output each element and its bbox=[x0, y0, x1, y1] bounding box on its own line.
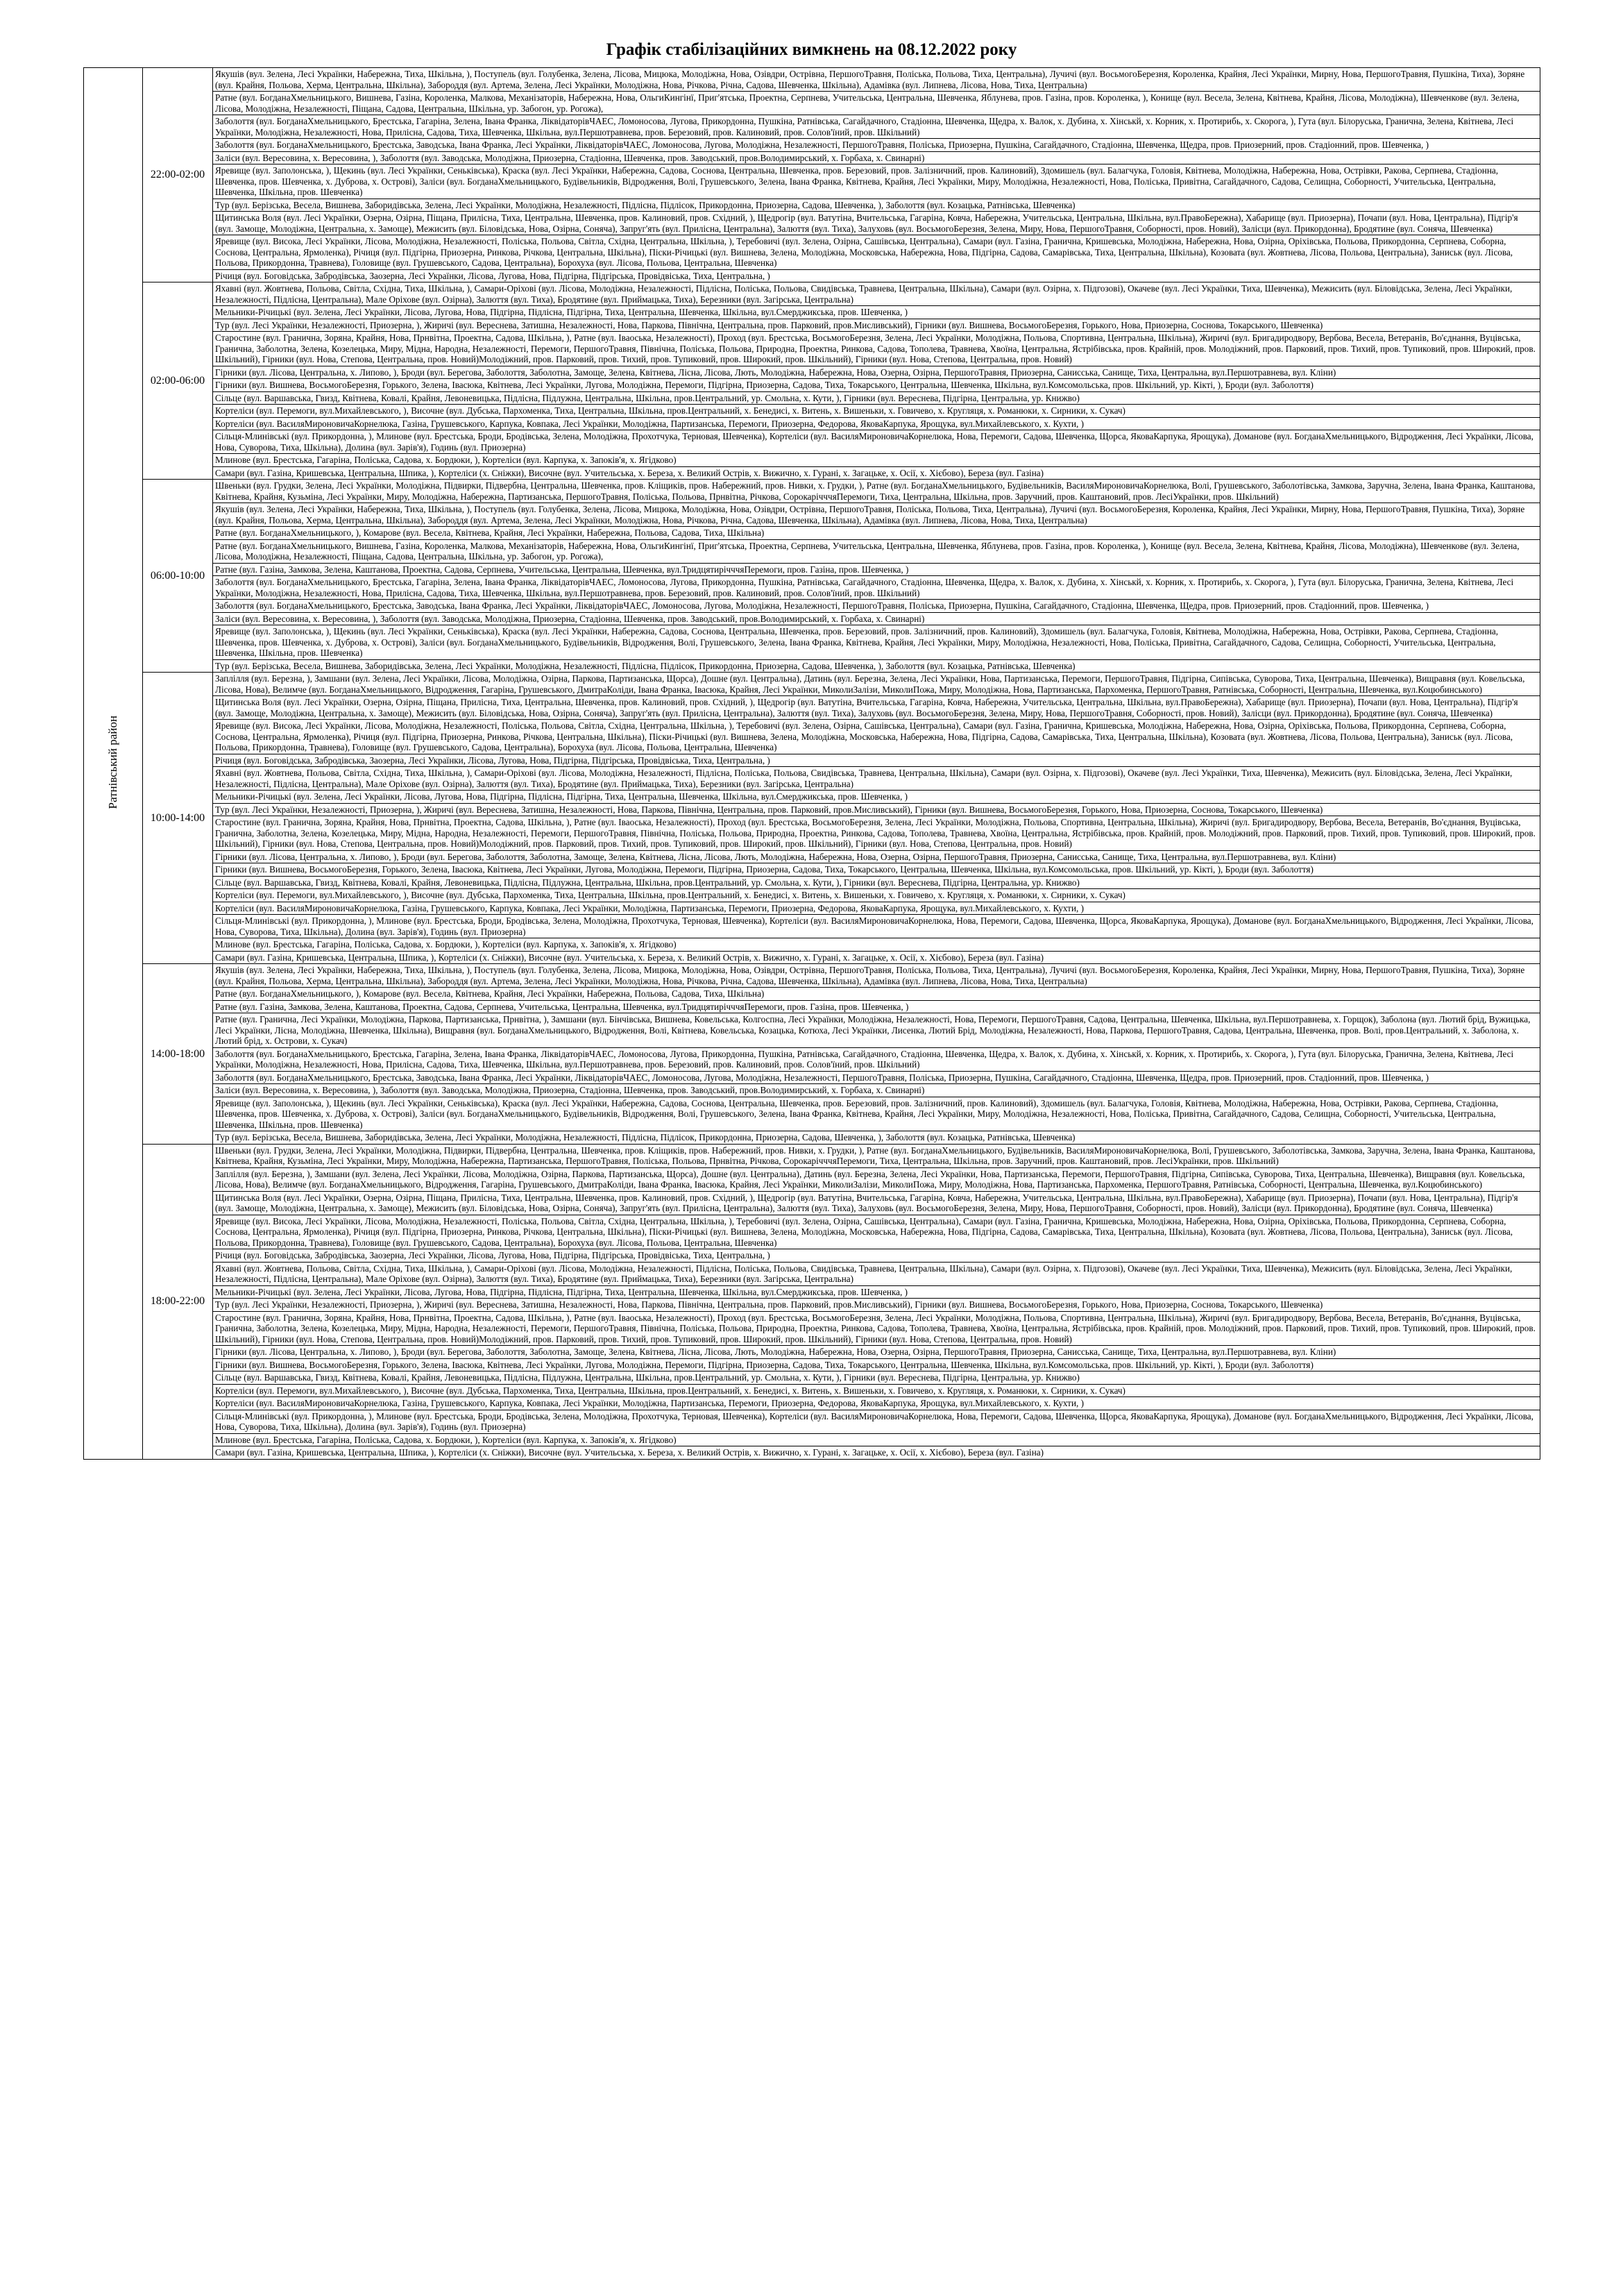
table-row bbox=[84, 1299, 1540, 1312]
table-row bbox=[84, 466, 1540, 480]
settlement-list-cell: Заплілля (вул. Березна, ), Замшани (вул. Зелена, Лесі Українки, Лісова, Молодіжна, Озірна, Паркова, Партизанська, Щорса), Дошне (вул. Центральна), Датинь (вул. Березна, Зелена, Лесі Українки, Нова, Партизанська, Перемоги, ПершогоТравня, Підгірна, Сипівська, Суворова, Тиха, Центральна, Шевченка), Вищравня (вул. Ковельська, Лісова, Нова), Велимче (вул. БогданаХмельницького, Відродження, Гагаріна, Грушевського, ДмитраКоліди, Івана Франка, Івасюка, Крайня, Лесі Українки, МиколиЗалізи, МиколиПожа, Миру, Молодіжна, Нова, Партизанська, Пархоменка, ПершогоТравня, Ратнівська, Соборності, Центральна, Шевченка, вул.Коцюбинського) bbox=[213, 673, 1540, 696]
schedule-body bbox=[84, 68, 1540, 1460]
settlement-list-cell: Швеньки (вул. Грудки, Зелена, Лесі Українки, Молодіжна, Підвирки, Підвербна, Центральна, Шевченка, пров. Кліщиків, пров. Набережний, пров. Нивки, х. Грудки, ), Ратне (вул. БогданаХмельницького, Будівельників, ВасиляМироновичаКорнелюка, Волі, Грушевського, Заболотівська, Замкова, Заручна, Зелена, Івана Франка, Каштанова, Квітнева, Крайня, Кузьміна, Лесі Українки, Миру, Молодіжна, Набережна, Партизанська, ПершогоТравня, Поліська, Польова, Прнвітна, Річкова, СорокарічччяПеремоги, Тиха, Центральна, Шкільна, пров. Заручний, пров. Каштановий, пров. ЛесіУкраїнки, пров. Шкільний) bbox=[213, 480, 1540, 503]
settlement-list-cell: Яревище (вул. Заполонська, ), Щекинь (вул. Лесі Українки, Сеньківська), Краска (вул. Лесі Українки, Набережна, Садова, Соснова, Центральна, Шевченка, пров. Березовий, пров. Залізничний, пров. Калиновий), Здомишель (вул. Балагчука, Головія, Квітнева, Молодіжна, Набережна, Нова, Острівки, Ракова, Серпнева, Стадіонна, Шевченка, пров. Шевченка, х. Дуброва, х. Острові), Заліси (вул. БогданаХмельницького, Будівельників, Відродження, Волі, Грушевського, Зелена, Івана Франка, Квітнева, Крайня, Лесі Українки, Миру, Молодіжна, Незалежності, Нова, Поліська, Привітна, Сагайдачного, Садова, Селищна, Соборності, Учительська, Центральна, Шевченка, Шкільна, пров. Шевченка) bbox=[213, 625, 1540, 660]
table-row bbox=[84, 405, 1540, 418]
table-row bbox=[84, 1013, 1540, 1048]
table-row bbox=[84, 915, 1540, 938]
table-row bbox=[84, 391, 1540, 405]
settlement-list-cell: Щитинська Воля (вул. Лесі Українки, Озерна, Озірна, Піщана, Прилісна, Тиха, Центральна, Шевченка, пров. Калиновий, пров. Східний, ), Щедрогір (вул. Ватутіна, Вчительська, Гагаріна, Ковча, Набережна, Учительська, Центральна, Шкільна, вул.ПравоБережна), Хабарище (вул. Приозерна), Почапи (вул. Нова, Центральна), Підгір'я (вул. Замоще, Молодіжна, Центральна, х. Замоще), Межисить (вул. Біловідська, Нова, Озірна, Соняча), Запруг'ять (вул. Прилісна, Центральна), Залюття (вул. Тиха), Залуховь (вул. ВосьмогоБерезня, Зелена, Миру, Нова, ПершогоТравня, Соборності, пров. Новий), Залісци (вул. Прикордонна), Бродятине (вул. Соняча, Шевченка) bbox=[213, 1191, 1540, 1215]
settlement-list-cell: Гірники (вул. Вишнева, ВосьмогоБерезня, Горького, Зелена, Івасюка, Квітнева, Лесі Українки, Лугова, Молодіжна, Перемоги, Підгірна, Приозерна, Садова, Тиха, Токарського, Центральна, Шевченка, Шкільна, вул.Комсомольська, пров. Шкільний, ур. Кікті, ), Броди (вул. Заболоття) bbox=[213, 1358, 1540, 1371]
table-row bbox=[84, 212, 1540, 235]
settlement-list-cell: Яревище (вул. Висока, Лесі Українки, Лісова, Молодіжна, Незалежності, Поліська, Польова, Світла, Східна, Центральна, Шкільна, ), Теребовичі (вул. Зелена, Озірна, Сашівська, Центральна), Самари (вул. Газіна, Гранична, Кришевська, Молодіжна, Набережна, Нова, Озірна, Оріхівська, Польова, Прикордонна, Серпнева, Соборна, Соснова, Центральна, Ярмоленка), Річиця (вул. Підгірна, Приозерна, Ринкова, Річкова, Центральна, Шкільна), Піски-Річицькі (вул. Вишнева, Зелена, Молодіжна, Московська, Набережна, Нова, Підгірна, Садова, Самарівська, Тиха, Центральна, Шкільна), Козовата (вул. Жовтнева, Лісова, Польова, Центральна), Заниськ (вул. Лісова, Польова, Прикордонна, Травнева), Головище (вул. Грушевського, Садова, Центральна), Борохуха (вул. Лісова, Польова, Центральна, Шевченка) bbox=[213, 235, 1540, 270]
table-row bbox=[84, 480, 1540, 503]
table-row bbox=[84, 306, 1540, 319]
table-row bbox=[84, 1047, 1540, 1071]
table-row bbox=[84, 659, 1540, 673]
time-period-cell: 18:00-22:00 bbox=[143, 1144, 213, 1459]
settlement-list-cell: Кортеліси (вул. ВасиляМироновичаКорнелюка, Газіна, Грушевського, Карпука, Ковпака, Лесі Українки, Молодіжна, Партизанська, Перемоги, Приозерна, Федорова, ЯковаКарпука, Ярощука, вул.Михайлевського, х. Кухти, ) bbox=[213, 417, 1540, 430]
table-row bbox=[84, 92, 1540, 115]
settlement-list-cell: Старостине (вул. Гранична, Зоряна, Крайня, Нова, Прнвітна, Проектна, Садова, Шкільна, ), Ратне (вул. Іваоська, Незалежності), Проход (вул. Брестська, ВосьмогоБерезня, Зелена, Лесі Українки, Молодіжна, Польова, Спортивна, Центральна, Шкільна), Жиричі (вул. Бригадиродвору, Вербова, Весела, Ветеранів, Во'єднання, Вуцівська, Гранична, Заболотна, Зелена, Козелецька, Миру, Мідна, Народна, Незалежності, Перемоги, ПершогоТравня, Північна, Поліська, Польова, Природна, Проектна, Ринкова, Садова, Тополева, Травнева, Хвоїна, Центральна, Ястрібівська, пров. Крайній, пров. Молодіжний, пров. Парковий, пров. Тихий, пров. Тупиковий, пров. Широкий, пров. Шкільний), Гірники (вул. Нова, Степова, Центральна, пров. Новий)Молодіжний, пров. Парковий, пров. Тихий, пров. Тупиковий, пров. Широкий, пров. Шкільний), Гірники (вул. Нова, Степова, Центральна, пров. Новий) bbox=[213, 1311, 1540, 1346]
settlement-list-cell: Яревище (вул. Висока, Лесі Українки, Лісова, Молодіжна, Незалежності, Поліська, Польова, Світла, Східна, Центральна, Шкільна, ), Теребовичі (вул. Зелена, Озірна, Сашівська, Центральна), Самари (вул. Газіна, Гранична, Кришевська, Молодіжна, Набережна, Нова, Озірна, Оріхівська, Польова, Прикордонна, Серпнева, Соборна, Соснова, Центральна, Ярмоленка), Річиця (вул. Підгірна, Приозерна, Ринкова, Річкова, Центральна, Шкільна), Піски-Річицькі (вул. Вишнева, Зелена, Молодіжна, Московська, Набережна, Нова, Підгірна, Садова, Самарівська, Тиха, Центральна, Шкільна), Козовата (вул. Жовтнева, Лісова, Польова, Центральна), Заниськ (вул. Лісова, Польова, Прикордонна, Травнева), Головище (вул. Грушевського, Садова, Центральна), Борохуха (вул. Лісова, Польова, Центральна, Шевченка) bbox=[213, 720, 1540, 754]
settlement-list-cell: Яревище (вул. Заполонська, ), Щекинь (вул. Лесі Українки, Сеньківська), Краска (вул. Лесі Українки, Набережна, Садова, Соснова, Центральна, Шевченка, пров. Березовий, пров. Залізничний, пров. Калиновий), Здомишель (вул. Балагчука, Головія, Квітнева, Молодіжна, Набережна, Нова, Острівки, Ракова, Серпнева, Стадіонна, Шевченка, пров. Шевченка, х. Дуброва, х. Острові), Заліси (вул. БогданаХмельницького, Будівельників, Відродження, Волі, Грушевського, Зелена, Івана Франка, Квітнева, Крайня, Лесі Українки, Миру, Молодіжна, Незалежності, Нова, Поліська, Привітна, Сагайдачного, Садова, Селищна, Соборності, Учительська, Центральна, Шевченка, Шкільна, пров. Шевченка) bbox=[213, 1097, 1540, 1131]
table-row bbox=[84, 199, 1540, 212]
settlement-list-cell: Ратне (вул. БогданаХмельницького, Вишнева, Газіна, Короленка, Малкова, Механізаторів, Набережна, Нова, ОльгиКингінї, Приг'ятська, Проектна, Серпнева, Учительська, Центральна, Шевченка, Яблунева, пров. Газіна, пров. Короленка, ), Конище (вул. Весела, Зелена, Квітнева, Крайня, Лісова, Молодіжна), Шевченкове (вул. Зелена, Лісова, Молодіжна, Незалежності, Піщана, Садова, Центральна, Шкільна, ур. Забогон, ур. Рогожа), bbox=[213, 539, 1540, 563]
settlement-list-cell: Річиця (вул. Боговідська, Забродівська, Заозерна, Лесі Українки, Лісова, Лугова, Нова, Підгірна, Підгірська, Провідвіська, Тиха, Центральна, ) bbox=[213, 754, 1540, 767]
table-row bbox=[84, 600, 1540, 613]
table-row bbox=[84, 139, 1540, 152]
table-row bbox=[84, 902, 1540, 915]
settlement-list-cell: Тур (вул. Берізська, Весела, Вишнева, Заборидівська, Зелена, Лесі Українки, Молодіжна, Незалежності, Підлісна, Підлісок, Прикордонна, Приозерна, Садова, Шевченка, ), Заболоття (вул. Козацька, Ратнівська, Шевченка) bbox=[213, 1131, 1540, 1145]
settlement-list-cell: Ратне (вул. БогданаХмельницького, ), Комарове (вул. Весела, Квітнева, Крайня, Лесі Українки, Набережна, Польова, Садова, Тиха, Шкільна) bbox=[213, 988, 1540, 1001]
settlement-list-cell: Тур (вул. Берізська, Весела, Вишнева, Заборидівська, Зелена, Лесі Українки, Молодіжна, Незалежності, Підлісна, Підлісок, Прикордонна, Приозерна, Садова, Шевченка, ), Заболоття (вул. Козацька, Ратнівська, Шевченка) bbox=[213, 659, 1540, 673]
settlement-list-cell: Старостине (вул. Гранична, Зоряна, Крайня, Нова, Прнвітна, Проектна, Садова, Шкільна, ), Ратне (вул. Іваоська, Незалежності), Проход (вул. Брестська, ВосьмогоБерезня, Зелена, Лесі Українки, Молодіжна, Польова, Спортивна, Центральна, Шкільна), Жиричі (вул. Бригадиродвору, Вербова, Весела, Ветеранів, Во'єднання, Вуцівська, Гранична, Заболотна, Зелена, Козелецька, Миру, Мідна, Народна, Незалежності, Перемоги, ПершогоТравня, Північна, Поліська, Польова, Природна, Проектна, Ринкова, Садова, Тополева, Травнева, Хвоїна, Центральна, Ястрібівська, пров. Крайній, пров. Молодіжний, пров. Парковий, пров. Тихий, пров. Тупиковий, пров. Широкий, пров. Шкільний), Гірники (вул. Нова, Степова, Центральна, пров. Новий)Молодіжний, пров. Парковий, пров. Тихий, пров. Тупиковий, пров. Широкий, пров. Шкільний), Гірники (вул. Нова, Степова, Центральна, пров. Новий) bbox=[213, 332, 1540, 366]
table-row bbox=[84, 876, 1540, 889]
settlement-list-cell: Самари (вул. Газіна, Кришевська, Центральна, Шпика, ), Кортеліси (х. Сніжки), Височне (вул. Учительська, х. Береза, х. Великий Острів, х. Вижично, х. Гурані, х. Загацьке, х. Осії, х. Хієбово), Береза (вул. Газіна) bbox=[213, 951, 1540, 964]
table-row bbox=[84, 889, 1540, 902]
settlement-list-cell: Заліси (вул. Вересовина, х. Вересовина, ), Заболоття (вул. Заводська, Молодіжна, Приозерна, Стадіонна, Шевченка, пров. Заводський, пров.Володимирський, х. Горбаха, х. Свинарні) bbox=[213, 1084, 1540, 1097]
settlement-list-cell: Сільце (вул. Варшавська, Гвизд, Квітнева, Ковалі, Крайня, Левоневицька, Підлісна, Підлужна, Центральна, Шкільна, пров.Центральний, ур. Смольна, х. Кути, ), Гірники (вул. Вереснева, Підгірна, Центральна, ур. Книжво) bbox=[213, 876, 1540, 889]
settlement-list-cell: Заболоття (вул. БогданаХмельницького, Брестська, Заводська, Івана Франка, Лесі Українки, ЛіквідаторівЧАЕС, Ломоносова, Лугова, Молодіжна, Незалежності, ПершогоТравня, Поліська, Приозерна, Пушкіна, Сагайдачного, Стадіонна, Шевченка, Щедра, пров. Приозерний, пров. Стадіонний, пров. Шевченка, ) bbox=[213, 139, 1540, 152]
table-row bbox=[84, 366, 1540, 379]
settlement-list-cell: Швеньки (вул. Грудки, Зелена, Лесі Українки, Молодіжна, Підвирки, Підвербна, Центральна, Шевченка, пров. Кліщиків, пров. Набережний, пров. Нивки, х. Грудки, ), Ратне (вул. БогданаХмельницького, Будівельників, ВасиляМироновичаКорнелюка, Волі, Грушевського, Заболотівська, Замкова, Заручна, Зелена, Івана Франка, Каштанова, Квітнева, Крайня, Кузьміна, Лесі Українки, Миру, Молодіжна, Набережна, Партизанська, ПершогоТравня, Поліська, Польова, Прнвітна, Річкова, СорокарічччяПеремоги, Тиха, Центральна, Шкільна, пров. Заручний, пров. Каштановий, пров. ЛесіУкраїнки, пров. Шкільний) bbox=[213, 1144, 1540, 1167]
table-row bbox=[84, 151, 1540, 164]
table-row bbox=[84, 563, 1540, 576]
table-row bbox=[84, 1000, 1540, 1013]
settlement-list-cell: Мельники-Річицькі (вул. Зелена, Лесі Українки, Лісова, Лугова, Нова, Підгірна, Підлісна, Підгірна, Тиха, Центральна, Шевченка, Шкільна, вул.Смерджикська, пров. Шевченка, ) bbox=[213, 791, 1540, 804]
settlement-list-cell: Кортеліси (вул. Перемоги, вул.Михайлевського, ), Височне (вул. Дубська, Пархоменка, Тиха, Центральна, Шкільна, пров.Центральний, х. Бенедисі, х. Витень, х. Вишеньки, х. Говичево, х. Кругляця, х. Романюки, х. Сирники, х. Сукач) bbox=[213, 1384, 1540, 1397]
table-row bbox=[84, 791, 1540, 804]
table-row bbox=[84, 612, 1540, 625]
settlement-list-cell: Сільце (вул. Варшавська, Гвизд, Квітнева, Ковалі, Крайня, Левоневицька, Підлісна, Підлужна, Центральна, Шкільна, пров.Центральний, ур. Смольна, х. Кути, ), Гірники (вул. Вереснева, Підгірна, Центральна, ур. Книжво) bbox=[213, 391, 1540, 405]
settlement-list-cell: Мельники-Річицькі (вул. Зелена, Лесі Українки, Лісова, Лугова, Нова, Підгірна, Підлісна, Підгірна, Тиха, Центральна, Шевченка, Шкільна, вул.Смерджикська, пров. Шевченка, ) bbox=[213, 1285, 1540, 1299]
settlement-list-cell: Заліси (вул. Вересовина, х. Вересовина, ), Заболоття (вул. Заводська, Молодіжна, Приозерна, Стадіонна, Шевченка, пров. Заводський, пров.Володимирський, х. Горбаха, х. Свинарні) bbox=[213, 151, 1540, 164]
settlement-list-cell: Щитинська Воля (вул. Лесі Українки, Озерна, Озірна, Піщана, Прилісна, Тиха, Центральна, Шевченка, пров. Калиновий, пров. Східний, ), Щедрогір (вул. Ватутіна, Вчительська, Гагаріна, Ковча, Набережна, Учительська, Центральна, Шкільна, вул.ПравоБережна), Хабарище (вул. Приозерна), Почапи (вул. Нова, Центральна), Підгір'я (вул. Замоще, Молодіжна, Центральна, х. Замоще), Межисить (вул. Біловідська, Нова, Озірна, Соняча), Запруг'ять (вул. Прилісна, Центральна), Залюття (вул. Тиха), Залуховь (вул. ВосьмогоБерезня, Зелена, Миру, Нова, ПершогоТравня, Соборності, пров. Новий), Залісци (вул. Прикордонна), Бродятине (вул. Соняча, Шевченка) bbox=[213, 696, 1540, 720]
table-row bbox=[84, 454, 1540, 467]
table-row bbox=[84, 863, 1540, 877]
table-row bbox=[84, 319, 1540, 332]
table-row bbox=[84, 269, 1540, 282]
settlement-list-cell: Ратне (вул. БогданаХмельницького, ), Комарове (вул. Весела, Квітнева, Крайня, Лесі Українки, Набережна, Польова, Садова, Тиха, Шкільна) bbox=[213, 527, 1540, 540]
table-row bbox=[84, 767, 1540, 791]
time-period-cell: 22:00-02:00 bbox=[143, 68, 213, 282]
table-row bbox=[84, 816, 1540, 851]
settlement-list-cell: Заболоття (вул. БогданаХмельницького, Брестська, Гагаріна, Зелена, Івана Франка, ЛіквідаторівЧАЕС, Ломоносова, Лугова, Прикордонна, Пушкіна, Ратнівська, Сагайдачного, Стадіонна, Шевченка, Щедра, х. Валок, х. Дубина, х. Хінськй, х. Корник, х. Протирибь, х. Скорога, ), Гута (вул. Білоруська, Гранична, Зелена, Квітнева, Лесі Українки, Молодіжна, Незалежності, Нова, Прилісна, Садова, Тиха, Шевченка, Шкільна, вул.Першотравнева, пров. Березовий, пров. Калиновий, пров. Солов'їний, пров. Шкільний) bbox=[213, 576, 1540, 600]
table-row bbox=[84, 539, 1540, 563]
table-row bbox=[84, 235, 1540, 270]
settlement-list-cell: Самари (вул. Газіна, Кришевська, Центральна, Шпика, ), Кортеліси (х. Сніжки), Височне (вул. Учительська, х. Береза, х. Великий Острів, х. Вижично, х. Гурані, х. Загацьке, х. Осії, х. Хієбово), Береза (вул. Газіна) bbox=[213, 1446, 1540, 1460]
table-row bbox=[84, 576, 1540, 600]
settlement-list-cell: Старостине (вул. Гранична, Зоряна, Крайня, Нова, Прнвітна, Проектна, Садова, Шкільна, ), Ратне (вул. Іваоська, Незалежності), Проход (вул. Брестська, ВосьмогоБерезня, Зелена, Лесі Українки, Молодіжна, Польова, Спортивна, Центральна, Шкільна), Жиричі (вул. Бригадиродвору, Вербова, Весела, Ветеранів, Во'єднання, Вуцівська, Гранична, Заболотна, Зелена, Козелецька, Миру, Мідна, Народна, Незалежності, Перемоги, ПершогоТравня, Північна, Поліська, Польова, Природна, Проектна, Ринкова, Садова, Тополева, Травнева, Хвоїна, Центральна, Ястрібівська, пров. Крайній, пров. Молодіжний, пров. Парковий, пров. Тихий, пров. Тупиковий, пров. Широкий, пров. Шкільний), Гірники (вул. Нова, Степова, Центральна, пров. Новий)Молодіжний, пров. Парковий, пров. Тихий, пров. Тупиковий, пров. Широкий, пров. Шкільний), Гірники (вул. Нова, Степова, Центральна, пров. Новий) bbox=[213, 816, 1540, 851]
settlement-list-cell: Заболоття (вул. БогданаХмельницького, Брестська, Гагаріна, Зелена, Івана Франка, ЛіквідаторівЧАЕС, Ломоносова, Лугова, Прикордонна, Пушкіна, Ратнівська, Сагайдачного, Стадіонна, Шевченка, Щедра, х. Валок, х. Дубина, х. Хінськй, х. Корник, х. Протирибь, х. Скорога, ), Гута (вул. Білоруська, Гранична, Зелена, Квітнева, Лесі Українки, Молодіжна, Незалежності, Нова, Прилісна, Садова, Тиха, Шевченка, Шкільна, вул.Першотравнева, пров. Березовий, пров. Калиновий, пров. Солов'їний, пров. Шкільний) bbox=[213, 115, 1540, 139]
table-row bbox=[84, 803, 1540, 816]
district-label: Ратнівський район bbox=[106, 715, 120, 809]
table-row bbox=[84, 988, 1540, 1001]
settlement-list-cell: Сільця-Млинівські (вул. Прикордонна, ), Млинове (вул. Брестська, Броди, Бродівська, Зелена, Молодіжна, Прохотчука, Терновая, Шевченка), Кортеліси (вул. ВасиляМироновичаКорнелюка, Нова, Перемоги, Садова, Шевченка, Щорса, ЯковаКарпука, Ярощука), Доманове (вул. БогданаХмельницького, Відродження, Лесі Українки, Лісова, Нова, Суворова, Тиха, Шкільна), Долина (вул. Зарів'я), Годинь (вул. Приозерна) bbox=[213, 430, 1540, 454]
table-row bbox=[84, 1131, 1540, 1145]
table-row bbox=[84, 1346, 1540, 1359]
settlement-list-cell: Заболоття (вул. БогданаХмельницького, Брестська, Заводська, Івана Франка, Лесі Українки, ЛіквідаторівЧАЕС, Ломоносова, Лугова, Молодіжна, Незалежності, ПершогоТравня, Поліська, Приозерна, Пушкіна, Сагайдачного, Стадіонна, Шевченка, Щедра, пров. Приозерний, пров. Стадіонний, пров. Шевченка, ) bbox=[213, 600, 1540, 613]
settlement-list-cell: Тур (вул. Лесі Українки, Незалежності, Приозерна, ), Жиричі (вул. Вереснева, Затишна, Незалежності, Нова, Паркова, Північна, Центральна, пров. Парковий, пров.Мисливський), Гірники (вул. Вишнева, ВосьмогоБерезня, Горького, Нова, Приозерна, Соснова, Токарського, Шевченка) bbox=[213, 1299, 1540, 1312]
table-row bbox=[84, 379, 1540, 392]
settlement-list-cell: Млинове (вул. Брестська, Гагаріна, Поліська, Садова, х. Бордюки, ), Кортеліси (вул. Карпука, х. Запоків'я, х. Ягідково) bbox=[213, 1433, 1540, 1446]
table-row bbox=[84, 754, 1540, 767]
table-row bbox=[84, 527, 1540, 540]
settlement-list-cell: Сільця-Млинівські (вул. Прикордонна, ), Млинове (вул. Брестська, Броди, Бродівська, Зелена, Молодіжна, Прохотчука, Терновая, Шевченка), Кортеліси (вул. ВасиляМироновичаКорнелюка, Нова, Перемоги, Садова, Шевченка, Щорса, ЯковаКарпука, Ярощука), Доманове (вул. БогданаХмельницького, Відродження, Лесі Українки, Лісова, Нова, Суворова, Тиха, Шкільна), Долина (вул. Зарів'я), Годинь (вул. Приозерна) bbox=[213, 915, 1540, 938]
table-row bbox=[84, 1144, 1540, 1167]
district-cell bbox=[84, 68, 143, 1460]
settlement-list-cell: Якушів (вул. Зелена, Лесі Українки, Набережна, Тиха, Шкільна, ), Поступель (вул. Голубенка, Зелена, Лісова, Мицюка, Молодіжна, Нова, Озівдри, Острівна, ПершогоТравня, Поліська, Польова, Тиха, Центральна), Лучичі (вул. ВосьмогоБерезня, Короленка, Крайня, Лесі Українки, Мирну, Нова, ПершогоТравня, Пушкіна, Тиха), Зоряне (вул. Крайня, Польова, Херма, Центральна, Шкільна), Забороддя (вул. Артема, Зелена, Лесі Українки, Молодіжна, Нова, Річкова, Річна, Садова, Шевченка, Шкільна), Адамівка (вул. Липнева, Лісова, Нова, Тиха, Центральна) bbox=[213, 964, 1540, 988]
table-row bbox=[84, 720, 1540, 754]
settlement-list-cell: Щитинська Воля (вул. Лесі Українки, Озерна, Озірна, Піщана, Прилісна, Тиха, Центральна, Шевченка, пров. Калиновий, пров. Східний, ), Щедрогір (вул. Ватутіна, Вчительська, Гагаріна, Ковча, Набережна, Учительська, Центральна, Шкільна, вул.ПравоБережна), Хабарище (вул. Приозерна), Почапи (вул. Нова, Центральна), Підгір'я (вул. Замоще, Молодіжна, Центральна, х. Замоще), Межисить (вул. Біловідська, Нова, Озірна, Соняча), Запруг'ять (вул. Прилісна, Центральна), Залюття (вул. Тиха), Залуховь (вул. ВосьмогоБерезня, Зелена, Миру, Нова, ПершогоТравня, Соборності, пров. Новий), Залісци (вул. Прикордонна), Бродятине (вул. Соняча, Шевченка) bbox=[213, 212, 1540, 235]
settlement-list-cell: Тур (вул. Лесі Українки, Незалежності, Приозерна, ), Жиричі (вул. Вереснева, Затишна, Незалежності, Нова, Паркова, Північна, Центральна, пров. Парковий, пров.Мисливський), Гірники (вул. Вишнева, ВосьмогоБерезня, Горького, Нова, Приозерна, Соснова, Токарського, Шевченка) bbox=[213, 803, 1540, 816]
settlement-list-cell: Ратне (вул. БогданаХмельницького, Вишнева, Газіна, Короленка, Малкова, Механізаторів, Набережна, Нова, ОльгиКингінї, Приг'ятська, Проектна, Серпнева, Учительська, Центральна, Шевченка, Яблунева, пров. Газіна, пров. Короленка, ), Конище (вул. Весела, Зелена, Квітнева, Крайня, Лісова, Молодіжна), Шевченкове (вул. Зелена, Лісова, Молодіжна, Незалежності, Піщана, Садова, Центральна, Шкільна, ур. Забогон, ур. Рогожа), bbox=[213, 92, 1540, 115]
table-row bbox=[84, 1215, 1540, 1249]
settlement-list-cell: Заболоття (вул. БогданаХмельницького, Брестська, Гагаріна, Зелена, Івана Франка, ЛіквідаторівЧАЕС, Ломоносова, Лугова, Прикордонна, Пушкіна, Ратнівська, Сагайдачного, Стадіонна, Шевченка, Щедра, х. Валок, х. Дубина, х. Хінськй, х. Корник, х. Протирибь, х. Скорога, ), Гута (вул. Білоруська, Гранична, Зелена, Квітнева, Лесі Українки, Молодіжна, Незалежності, Нова, Прилісна, Садова, Тиха, Шевченка, Шкільна, вул.Першотравнева, пров. Березовий, пров. Калиновий, пров. Солов'їний, пров. Шкільний) bbox=[213, 1047, 1540, 1071]
settlement-list-cell: Яревище (вул. Заполонська, ), Щекинь (вул. Лесі Українки, Сеньківська), Краска (вул. Лесі Українки, Набережна, Садова, Соснова, Центральна, Шевченка, пров. Березовий, пров. Залізничний, пров. Калиновий), Здомишель (вул. Балагчука, Головія, Квітнева, Молодіжна, Набережна, Нова, Острівки, Ракова, Серпнева, Стадіонна, Шевченка, пров. Шевченка, х. Дуброва, х. Острові), Заліси (вул. БогданаХмельницького, Будівельників, Відродження, Волі, Грушевського, Зелена, Івана Франка, Квітнева, Крайня, Лесі Українки, Миру, Молодіжна, Незалежності, Нова, Поліська, Привітна, Сагайдачного, Садова, Селищна, Соборності, Учительська, Центральна, Шевченка, Шкільна, пров. Шевченка) bbox=[213, 164, 1540, 199]
time-period-cell: 02:00-06:00 bbox=[143, 282, 213, 480]
table-row bbox=[84, 417, 1540, 430]
outage-schedule-table bbox=[83, 67, 1540, 1460]
settlement-list-cell: Гірники (вул. Лісова, Центральна, х. Липово, ), Броди (вул. Берегова, Заболоття, Заболотна, Замоще, Зелена, Квітнева, Лісна, Лісова, Лють, Молодіжна, Набережна, Нова, Озерна, Озірна, ПершогоТравня, Приозерна, Санисська, Санище, Тиха, Центральна, вул.Першотравнева, вул. Кліни) bbox=[213, 366, 1540, 379]
table-row bbox=[84, 1249, 1540, 1263]
table-row bbox=[84, 1311, 1540, 1346]
settlement-list-cell: Кортеліси (вул. Перемоги, вул.Михайлевського, ), Височне (вул. Дубська, Пархоменка, Тиха, Центральна, Шкільна, пров.Центральний, х. Бенедисі, х. Витень, х. Вишеньки, х. Говичево, х. Кругляця, х. Романюки, х. Сирники, х. Сукач) bbox=[213, 889, 1540, 902]
settlement-list-cell: Млинове (вул. Брестська, Гагаріна, Поліська, Садова, х. Бордюки, ), Кортеліси (вул. Карпука, х. Запоків'я, х. Ягідково) bbox=[213, 938, 1540, 952]
table-row bbox=[84, 1446, 1540, 1460]
settlement-list-cell: Заплілля (вул. Березна, ), Замшани (вул. Зелена, Лесі Українки, Лісова, Молодіжна, Озірна, Паркова, Партизанська, Щорса), Дошне (вул. Центральна), Датинь (вул. Березна, Зелена, Лесі Українки, Нова, Партизанська, Перемоги, ПершогоТравня, Підгірна, Сипівська, Суворова, Тиха, Центральна, Шевченка), Вищравня (вул. Ковельська, Лісова, Нова), Велимче (вул. БогданаХмельницького, Відродження, Гагаріна, Грушевського, ДмитраКоліди, Івана Франка, Івасюка, Крайня, Лесі Українки, МиколиЗалізи, МиколиПожа, Миру, Молодіжна, Нова, Партизанська, Пархоменка, ПершогоТравня, Ратнівська, Соборності, Центральна, Шевченка, вул.Коцюбинського) bbox=[213, 1167, 1540, 1191]
table-row bbox=[84, 1191, 1540, 1215]
table-row bbox=[84, 115, 1540, 139]
settlement-list-cell: Яхавні (вул. Жовтнева, Польова, Світла, Східна, Тиха, Шкільна, ), Самари-Оріхові (вул. Лісова, Молодіжна, Незалежності, Підлісна, Поліська, Польова, Свидівська, Травнева, Центральна, Шкільна), Самари (вул. Озірна, х. Підгозові), Окачеве (вул. Лесі Українки, Тиха, Шевченка), Межисить (вул. Біловідська, Зелена, Лесі Українки, Незалежності, Підлісна, Центральна), Мале Оріхове (вул. Озірна), Залюття (вул. Тиха), Бродятине (вул. Приймацька, Тиха), Березники (вул. Загірська, Центральна) bbox=[213, 1262, 1540, 1285]
settlement-list-cell: Тур (вул. Берізська, Весела, Вишнева, Заборидівська, Зелена, Лесі Українки, Молодіжна, Незалежності, Підлісна, Підлісок, Прикордонна, Приозерна, Садова, Шевченка, ), Заболоття (вул. Козацька, Ратнівська, Шевченка) bbox=[213, 199, 1540, 212]
table-row bbox=[84, 1167, 1540, 1191]
settlement-list-cell: Самари (вул. Газіна, Кришевська, Центральна, Шпика, ), Кортеліси (х. Сніжки), Височне (вул. Учительська, х. Береза, х. Великий Острів, х. Вижично, х. Гурані, х. Загацьке, х. Осії, х. Хієбово), Береза (вул. Газіна) bbox=[213, 466, 1540, 480]
settlement-list-cell: Гірники (вул. Лісова, Центральна, х. Липово, ), Броди (вул. Берегова, Заболоття, Заболотна, Замоще, Зелена, Квітнева, Лісна, Лісова, Лють, Молодіжна, Набережна, Нова, Озерна, Озірна, ПершогоТравня, Приозерна, Санисська, Санище, Тиха, Центральна, вул.Першотравнева, вул. Кліни) bbox=[213, 1346, 1540, 1359]
table-row bbox=[84, 430, 1540, 454]
settlement-list-cell: Кортеліси (вул. ВасиляМироновичаКорнелюка, Газіна, Грушевського, Карпука, Ковпака, Лесі Українки, Молодіжна, Партизанська, Перемоги, Приозерна, Федорова, ЯковаКарпука, Ярощука, вул.Михайлевського, х. Кухти, ) bbox=[213, 902, 1540, 915]
settlement-list-cell: Кортеліси (вул. ВасиляМироновичаКорнелюка, Газіна, Грушевського, Карпука, Ковпака, Лесі Українки, Молодіжна, Партизанська, Перемоги, Приозерна, Федорова, ЯковаКарпука, Ярощука, вул.Михайлевського, х. Кухти, ) bbox=[213, 1397, 1540, 1410]
table-row bbox=[84, 1397, 1540, 1410]
settlement-list-cell: Яхавні (вул. Жовтнева, Польова, Світла, Східна, Тиха, Шкільна, ), Самари-Оріхові (вул. Лісова, Молодіжна, Незалежності, Підлісна, Поліська, Польова, Свидівська, Травнева, Центральна, Шкільна), Самари (вул. Озірна, х. Підгозові), Окачеве (вул. Лесі Українки, Тиха, Шевченка), Межисить (вул. Біловідська, Зелена, Лесі Українки, Незалежності, Підлісна, Центральна), Мале Оріхове (вул. Озірна), Залюття (вул. Тиха), Бродятине (вул. Приймацька, Тиха), Березники (вул. Загірська, Центральна) bbox=[213, 767, 1540, 791]
table-row bbox=[84, 1433, 1540, 1446]
table-row bbox=[84, 938, 1540, 952]
settlement-list-cell: Сільце (вул. Варшавська, Гвизд, Квітнева, Ковалі, Крайня, Левоневицька, Підлісна, Підлужна, Центральна, Шкільна, пров.Центральний, ур. Смольна, х. Кути, ), Гірники (вул. Вереснева, Підгірна, Центральна, ур. Книжво) bbox=[213, 1371, 1540, 1385]
time-period-cell: 06:00-10:00 bbox=[143, 480, 213, 673]
settlement-list-cell: Кортеліси (вул. Перемоги, вул.Михайлевського, ), Височне (вул. Дубська, Пархоменка, Тиха, Центральна, Шкільна, пров.Центральний, х. Бенедисі, х. Витень, х. Вишеньки, х. Говичево, х. Кругляця, х. Романюки, х. Сирники, х. Сукач) bbox=[213, 405, 1540, 418]
table-row bbox=[84, 1097, 1540, 1131]
settlement-list-cell: Тур (вул. Лесі Українки, Незалежності, Приозерна, ), Жиричі (вул. Вереснева, Затишна, Незалежності, Нова, Паркова, Північна, Центральна, пров. Парковий, пров.Мисливський), Гірники (вул. Вишнева, ВосьмогоБерезня, Горького, Нова, Приозерна, Соснова, Токарського, Шевченка) bbox=[213, 319, 1540, 332]
settlement-list-cell: Річиця (вул. Боговідська, Забродівська, Заозерна, Лесі Українки, Лісова, Лугова, Нова, Підгірна, Підгірська, Провідвіська, Тиха, Центральна, ) bbox=[213, 1249, 1540, 1263]
settlement-list-cell: Заліси (вул. Вересовина, х. Вересовина, ), Заболоття (вул. Заводська, Молодіжна, Приозерна, Стадіонна, Шевченка, пров. Заводський, пров.Володимирський, х. Горбаха, х. Свинарні) bbox=[213, 612, 1540, 625]
table-row bbox=[84, 1371, 1540, 1385]
table-row bbox=[84, 625, 1540, 660]
settlement-list-cell: Ратне (вул. Газіна, Замкова, Зелена, Каштанова, Проектна, Садова, Серпнева, Учительська, Центральна, Шевченка, вул.ТридцятирічччяПеремоги, пров. Газіна, пров. Шевченка, ) bbox=[213, 1000, 1540, 1013]
settlement-list-cell: Ратне (вул. Газіна, Замкова, Зелена, Каштанова, Проектна, Садова, Серпнева, Учительська, Центральна, Шевченка, вул.ТридцятирічччяПеремоги, пров. Газіна, пров. Шевченка, ) bbox=[213, 563, 1540, 576]
table-row bbox=[84, 332, 1540, 366]
table-row bbox=[84, 282, 1540, 306]
settlement-list-cell: Якушів (вул. Зелена, Лесі Українки, Набережна, Тиха, Шкільна, ), Поступель (вул. Голубенка, Зелена, Лісова, Мицюка, Молодіжна, Нова, Озівдри, Острівна, ПершогоТравня, Поліська, Польова, Тиха, Центральна), Лучичі (вул. ВосьмогоБерезня, Короленка, Крайня, Лесі Українки, Мирну, Нова, ПершогоТравня, Пушкіна, Тиха), Зоряне (вул. Крайня, Польова, Херма, Центральна, Шкільна), Забороддя (вул. Артема, Зелена, Лесі Українки, Молодіжна, Нова, Річкова, Річна, Садова, Шевченка, Шкільна), Адамівка (вул. Липнева, Лісова, Нова, Тиха, Центральна) bbox=[213, 68, 1540, 92]
table-row bbox=[84, 696, 1540, 720]
settlement-list-cell: Гірники (вул. Лісова, Центральна, х. Липово, ), Броди (вул. Берегова, Заболоття, Заболотна, Замоще, Зелена, Квітнева, Лісна, Лісова, Лють, Молодіжна, Набережна, Нова, Озерна, Озірна, ПершогоТравня, Приозерна, Санисська, Санище, Тиха, Центральна, вул.Першотравнева, вул. Кліни) bbox=[213, 850, 1540, 863]
table-row bbox=[84, 503, 1540, 527]
settlement-list-cell: Якушів (вул. Зелена, Лесі Українки, Набережна, Тиха, Шкільна, ), Поступель (вул. Голубенка, Зелена, Лісова, Мицюка, Молодіжна, Нова, Озівдри, Острівна, ПершогоТравня, Поліська, Польова, Тиха, Центральна), Лучичі (вул. ВосьмогоБерезня, Короленка, Крайня, Лесі Українки, Мирну, Нова, ПершогоТравня, Пушкіна, Тиха), Зоряне (вул. Крайня, Польова, Херма, Центральна, Шкільна), Забороддя (вул. Артема, Зелена, Лесі Українки, Молодіжна, Нова, Річкова, Річна, Садова, Шевченка, Шкільна), Адамівка (вул. Липнева, Лісова, Нова, Тиха, Центральна) bbox=[213, 503, 1540, 527]
table-row bbox=[84, 1084, 1540, 1097]
settlement-list-cell: Сільця-Млинівські (вул. Прикордонна, ), Млинове (вул. Брестська, Броди, Бродівська, Зелена, Молодіжна, Прохотчука, Терновая, Шевченка), Кортеліси (вул. ВасиляМироновичаКорнелюка, Нова, Перемоги, Садова, Шевченка, Щорса, ЯковаКарпука, Ярощука), Доманове (вул. БогданаХмельницького, Відродження, Лесі Українки, Лісова, Нова, Суворова, Тиха, Шкільна), Долина (вул. Зарів'я), Годинь (вул. Приозерна) bbox=[213, 1410, 1540, 1433]
settlement-list-cell: Млинове (вул. Брестська, Гагаріна, Поліська, Садова, х. Бордюки, ), Кортеліси (вул. Карпука, х. Запоків'я, х. Ягідково) bbox=[213, 454, 1540, 467]
settlement-list-cell: Ратне (вул. Гранична, Лесі Українки, Молодіжна, Паркова, Партизанська, Прнвітна, ), Замшани (вул. Бінчівська, Вишнева, Ковельська, Колгоспна, Лесі Українки, Молодіжна, Незалежності, Нова, Перемоги, ПершогоТравня, Садова, Центральна, Шевченка, Шкільна, вул.Першотравнева, х. Горщок), Заболона (вул. Лютий брід, Вужицька, Лесі Українки, Лісна, Молодіжна, Шевченка, Шкільна), Вищравня (вул. БогданаХмельницького, Відродження, Волі, Квітнева, Ковельська, Козацька, Котюха, Лесі Українки, Лисенка, Лютий Брід, Молодіжна, Незалежності, Нова, Паркова, ПершогоТравня, Садова, Центральна, Шевченка, пров. Волі, пров.Центральний, х. Заболона, х. Лютий брід, х. Острови, х. Сукач) bbox=[213, 1013, 1540, 1048]
table-row bbox=[84, 951, 1540, 964]
table-row bbox=[84, 164, 1540, 199]
settlement-list-cell: Заболоття (вул. БогданаХмельницького, Брестська, Заводська, Івана Франка, Лесі Українки, ЛіквідаторівЧАЕС, Ломоносова, Лугова, Молодіжна, Незалежності, ПершогоТравня, Поліська, Приозерна, Пушкіна, Сагайдачного, Стадіонна, Шевченка, Щедра, пров. Приозерний, пров. Стадіонний, пров. Шевченка, ) bbox=[213, 1071, 1540, 1084]
table-row bbox=[84, 850, 1540, 863]
settlement-list-cell: Яхавні (вул. Жовтнева, Польова, Світла, Східна, Тиха, Шкільна, ), Самари-Оріхові (вул. Лісова, Молодіжна, Незалежності, Підлісна, Поліська, Польова, Свидівська, Травнева, Центральна, Шкільна), Самари (вул. Озірна, х. Підгозові), Окачеве (вул. Лесі Українки, Тиха, Шевченка), Межисить (вул. Біловідська, Зелена, Лесі Українки, Незалежності, Підлісна, Центральна), Мале Оріхове (вул. Озірна), Залюття (вул. Тиха), Бродятине (вул. Приймацька, Тиха), Березники (вул. Загірська, Центральна) bbox=[213, 282, 1540, 306]
table-row bbox=[84, 964, 1540, 988]
table-row bbox=[84, 1410, 1540, 1433]
settlement-list-cell: Яревище (вул. Висока, Лесі Українки, Лісова, Молодіжна, Незалежності, Поліська, Польова, Світла, Східна, Центральна, Шкільна, ), Теребовичі (вул. Зелена, Озірна, Сашівська, Центральна), Самари (вул. Газіна, Гранична, Кришевська, Молодіжна, Набережна, Нова, Озірна, Оріхівська, Польова, Прикордонна, Серпнева, Соборна, Соснова, Центральна, Ярмоленка), Річиця (вул. Підгірна, Приозерна, Ринкова, Річкова, Центральна, Шкільна), Піски-Річицькі (вул. Вишнева, Зелена, Молодіжна, Московська, Набережна, Нова, Підгірна, Садова, Самарівська, Тиха, Центральна, Шкільна), Козовата (вул. Жовтнева, Лісова, Польова, Центральна), Заниськ (вул. Лісова, Польова, Прикордонна, Травнева), Головище (вул. Грушевського, Садова, Центральна), Борохуха (вул. Лісова, Польова, Центральна, Шевченка) bbox=[213, 1215, 1540, 1249]
table-row bbox=[84, 1358, 1540, 1371]
settlement-list-cell: Гірники (вул. Вишнева, ВосьмогоБерезня, Горького, Зелена, Івасюка, Квітнева, Лесі Українки, Лугова, Молодіжна, Перемоги, Підгірна, Приозерна, Садова, Тиха, Токарського, Центральна, Шевченка, Шкільна, вул.Комсомольська, пров. Шкільний, ур. Кікті, ), Броди (вул. Заболоття) bbox=[213, 379, 1540, 392]
table-row bbox=[84, 1384, 1540, 1397]
table-row bbox=[84, 68, 1540, 92]
time-period-cell: 10:00-14:00 bbox=[143, 673, 213, 964]
page-title: Графік стабілізаційних вимкнень на 08.12.2022 року bbox=[606, 40, 1017, 59]
table-row bbox=[84, 673, 1540, 696]
time-period-cell: 14:00-18:00 bbox=[143, 964, 213, 1145]
settlement-list-cell: Річиця (вул. Боговідська, Забродівська, Заозерна, Лесі Українки, Лісова, Лугова, Нова, Підгірна, Підгірська, Провідвіська, Тиха, Центральна, ) bbox=[213, 269, 1540, 282]
table-row bbox=[84, 1285, 1540, 1299]
settlement-list-cell: Мельники-Річицькі (вул. Зелена, Лесі Українки, Лісова, Лугова, Нова, Підгірна, Підлісна, Підгірна, Тиха, Центральна, Шевченка, Шкільна, вул.Смерджикська, пров. Шевченка, ) bbox=[213, 306, 1540, 319]
table-row bbox=[84, 1262, 1540, 1285]
settlement-list-cell: Гірники (вул. Вишнева, ВосьмогоБерезня, Горького, Зелена, Івасюка, Квітнева, Лесі Українки, Лугова, Молодіжна, Перемоги, Підгірна, Приозерна, Садова, Тиха, Токарського, Центральна, Шевченка, Шкільна, вул.Комсомольська, пров. Шкільний, ур. Кікті, ), Броди (вул. Заболоття) bbox=[213, 863, 1540, 877]
table-row bbox=[84, 1071, 1540, 1084]
